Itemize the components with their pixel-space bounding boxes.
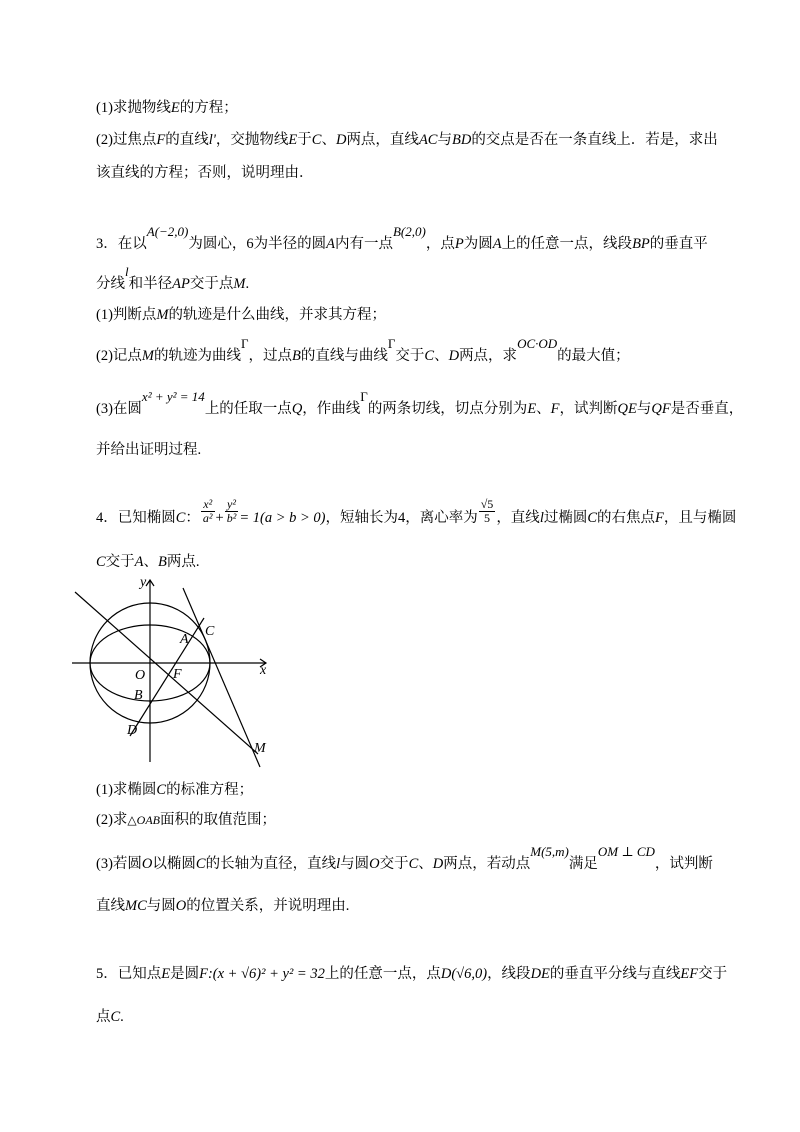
text: 的方程；	[179, 100, 238, 116]
math-point-B: B(2,0)	[392, 224, 426, 239]
p3-question-2	[96, 336, 630, 365]
text: 于	[297, 132, 312, 148]
var: l'	[208, 132, 216, 148]
text: 为圆	[463, 236, 493, 252]
label-y: y	[140, 575, 147, 590]
label-D: D	[127, 723, 138, 738]
text: 的长轴为直径，直线	[205, 856, 337, 872]
var: D	[448, 348, 460, 364]
text: 是圆	[170, 966, 200, 982]
numerator: x²	[201, 498, 215, 512]
var: O	[175, 898, 187, 914]
text: 上的任意一点，点	[324, 966, 441, 982]
p3-question-3	[96, 389, 744, 418]
var: O	[141, 856, 153, 872]
var: P	[454, 236, 464, 252]
var: BD	[451, 132, 472, 148]
text: 满足	[568, 856, 598, 872]
var: M	[141, 348, 155, 364]
math-fraction	[225, 498, 239, 525]
text: 、	[143, 554, 159, 570]
var: C	[96, 554, 106, 570]
text: 上的任取一点	[204, 401, 292, 417]
text: 两点.	[166, 554, 200, 570]
text: 的最大值；	[557, 348, 630, 364]
p3-question-3-cont	[96, 438, 201, 459]
text: 的位置关系，并说明理由.	[186, 898, 350, 914]
text: 的交点是否在一条直线上．若是，求出	[471, 132, 718, 148]
var: C	[311, 132, 322, 148]
var: O	[369, 856, 380, 872]
var: C	[156, 782, 167, 798]
math-circle-eq: x² + y² = 14	[141, 389, 205, 404]
p5-stem	[96, 962, 727, 983]
numerator: y²	[225, 498, 239, 512]
var: l	[336, 856, 341, 872]
text: ：	[185, 510, 200, 526]
var: DE	[530, 966, 550, 982]
text: 的直线与曲线	[300, 348, 388, 364]
text: 以椭圆	[152, 856, 196, 872]
text: ，直线	[496, 510, 540, 526]
var: C	[424, 348, 435, 364]
text: ，作曲线	[302, 401, 361, 417]
label-x: x	[260, 663, 267, 678]
p4-stem	[96, 498, 736, 527]
var: Γ	[387, 336, 396, 351]
text: 为圆心，6为半径的圆	[188, 236, 327, 252]
p4-question-1	[96, 778, 253, 799]
var: E	[161, 966, 171, 982]
var: BP	[632, 236, 650, 252]
text: (1)求抛物线	[96, 100, 171, 116]
text: 的垂直平	[649, 236, 708, 252]
math-triangle: △OAB	[127, 813, 160, 827]
var: AP	[172, 276, 190, 292]
text: 内有一点	[334, 236, 393, 252]
text: .	[120, 1009, 124, 1025]
text: 两点，求	[459, 348, 518, 364]
var: E	[170, 100, 180, 116]
var: D	[432, 856, 444, 872]
line-CM	[183, 588, 260, 767]
text: 的垂直平分线与直线	[549, 966, 681, 982]
text: 、	[434, 348, 449, 364]
var: M	[156, 307, 169, 323]
var: B	[292, 348, 301, 364]
text: 交于点	[189, 276, 234, 292]
var: C	[408, 856, 419, 872]
var: A	[326, 236, 335, 252]
p4-question-2	[96, 808, 276, 829]
text: 的轨迹是什么曲线，并求其方程；	[168, 307, 387, 323]
var: B	[158, 554, 167, 570]
text: 交于	[105, 554, 135, 570]
text: .	[245, 276, 250, 292]
math-op: +	[215, 510, 224, 526]
text: 过椭圆	[543, 510, 588, 526]
text: ，试判断	[654, 856, 713, 872]
var: M	[233, 276, 246, 292]
text: (3)在圆	[96, 401, 142, 417]
var: l	[539, 510, 544, 526]
text: (1)求椭圆	[96, 782, 157, 798]
p5-stem-cont	[96, 1005, 124, 1026]
text: 的标准方程；	[166, 782, 254, 798]
text: 该直线的方程；否则，说明理由．	[96, 165, 314, 181]
label-O: O	[135, 668, 146, 683]
var: AC	[418, 132, 438, 148]
p3-question-1	[96, 303, 386, 324]
text: 分线	[96, 276, 125, 292]
text: 的右焦点	[597, 510, 656, 526]
var: C	[587, 510, 598, 526]
p2-question-2-cont	[96, 161, 314, 182]
var: C	[175, 510, 186, 526]
label-C: C	[205, 624, 215, 639]
p3-stem-cont	[96, 264, 250, 293]
var: A	[134, 554, 144, 570]
text: 的轨迹为曲线	[154, 348, 242, 364]
var: l	[125, 264, 129, 279]
text: 直线	[96, 898, 125, 914]
text: 4．已知椭圆	[96, 510, 176, 526]
p3-stem	[96, 224, 708, 253]
text: 交于	[395, 348, 425, 364]
text: 与	[437, 132, 452, 148]
math-point-A: A(−2,0)	[146, 224, 189, 239]
var: Γ	[241, 336, 249, 351]
p2-question-1	[96, 96, 238, 117]
text: 交于	[379, 856, 409, 872]
denominator: a²	[202, 511, 213, 525]
var: E	[288, 132, 298, 148]
math-perp: OM ⊥ CD	[597, 844, 655, 859]
var: QF	[651, 401, 671, 417]
label-M: M	[254, 741, 266, 756]
math-point-D: D(√6,0)	[440, 966, 488, 982]
text: 上的任意一点，线段	[501, 236, 633, 252]
text: 和半径	[128, 276, 173, 292]
math-fraction	[479, 498, 496, 525]
math-fraction	[201, 498, 215, 525]
text: 两点，若动点	[443, 856, 531, 872]
text: 面积的取值范围；	[159, 812, 276, 828]
var: A	[492, 236, 502, 252]
var: F	[156, 132, 166, 148]
var: C	[195, 856, 206, 872]
text: 、	[536, 401, 551, 417]
text: ，短轴长为4，离心率为	[325, 510, 478, 526]
numerator: √5	[480, 497, 494, 511]
text: 5．已知点	[96, 966, 162, 982]
text: (3)若圆	[96, 856, 142, 872]
var: E	[527, 401, 537, 417]
text: 的两条切线，切点分别为	[367, 401, 528, 417]
text: 、	[418, 856, 433, 872]
text: ，点	[425, 236, 455, 252]
var: EF	[680, 966, 699, 982]
var: Γ	[360, 389, 368, 404]
text: ，且与椭圆	[663, 510, 737, 526]
text: ，线段	[487, 966, 531, 982]
var: QE	[617, 401, 637, 417]
ellipse-circle-figure	[70, 572, 280, 772]
text: (2)求	[96, 812, 128, 828]
text: 两点，直线	[346, 132, 419, 148]
var: Q	[291, 401, 303, 417]
text: (1)判断点	[96, 307, 157, 323]
p4-stem-cont	[96, 550, 200, 571]
math-circle-eq: F:(x + √6)² + y² = 32	[199, 966, 325, 982]
text: 交于	[698, 966, 728, 982]
line-l	[75, 592, 258, 754]
label-A: A	[180, 632, 189, 647]
text: (2)记点	[96, 348, 142, 364]
text: ，交抛物线	[215, 132, 289, 148]
label-B: B	[134, 688, 143, 703]
text: 与	[636, 401, 652, 417]
p2-question-2	[96, 128, 718, 149]
p4-question-3-cont	[96, 894, 349, 915]
text: ，试判断	[559, 401, 618, 417]
var: F	[550, 401, 560, 417]
text: ，过点	[248, 348, 293, 364]
text: 并给出证明过程.	[96, 442, 202, 458]
p4-question-3	[96, 844, 713, 873]
text: 是否垂直，	[670, 401, 744, 417]
text: 与圆	[340, 856, 370, 872]
var: C	[110, 1009, 121, 1025]
denominator: b²	[226, 511, 237, 525]
text: 与圆	[146, 898, 176, 914]
denominator: 5	[484, 511, 491, 525]
var: D	[335, 132, 347, 148]
text: 3．在以	[96, 236, 147, 252]
math-point-M: M(5,m)	[530, 844, 569, 859]
text: (2)过焦点	[96, 132, 157, 148]
label-F: F	[173, 667, 182, 682]
text: 点	[96, 1009, 111, 1025]
var: MC	[125, 898, 147, 914]
math-dot-product: OC·OD	[517, 336, 558, 351]
text: 、	[321, 132, 336, 148]
var: F	[655, 510, 664, 526]
math-expr: = 1(a > b > 0)	[239, 510, 326, 526]
text: 的直线	[165, 132, 209, 148]
